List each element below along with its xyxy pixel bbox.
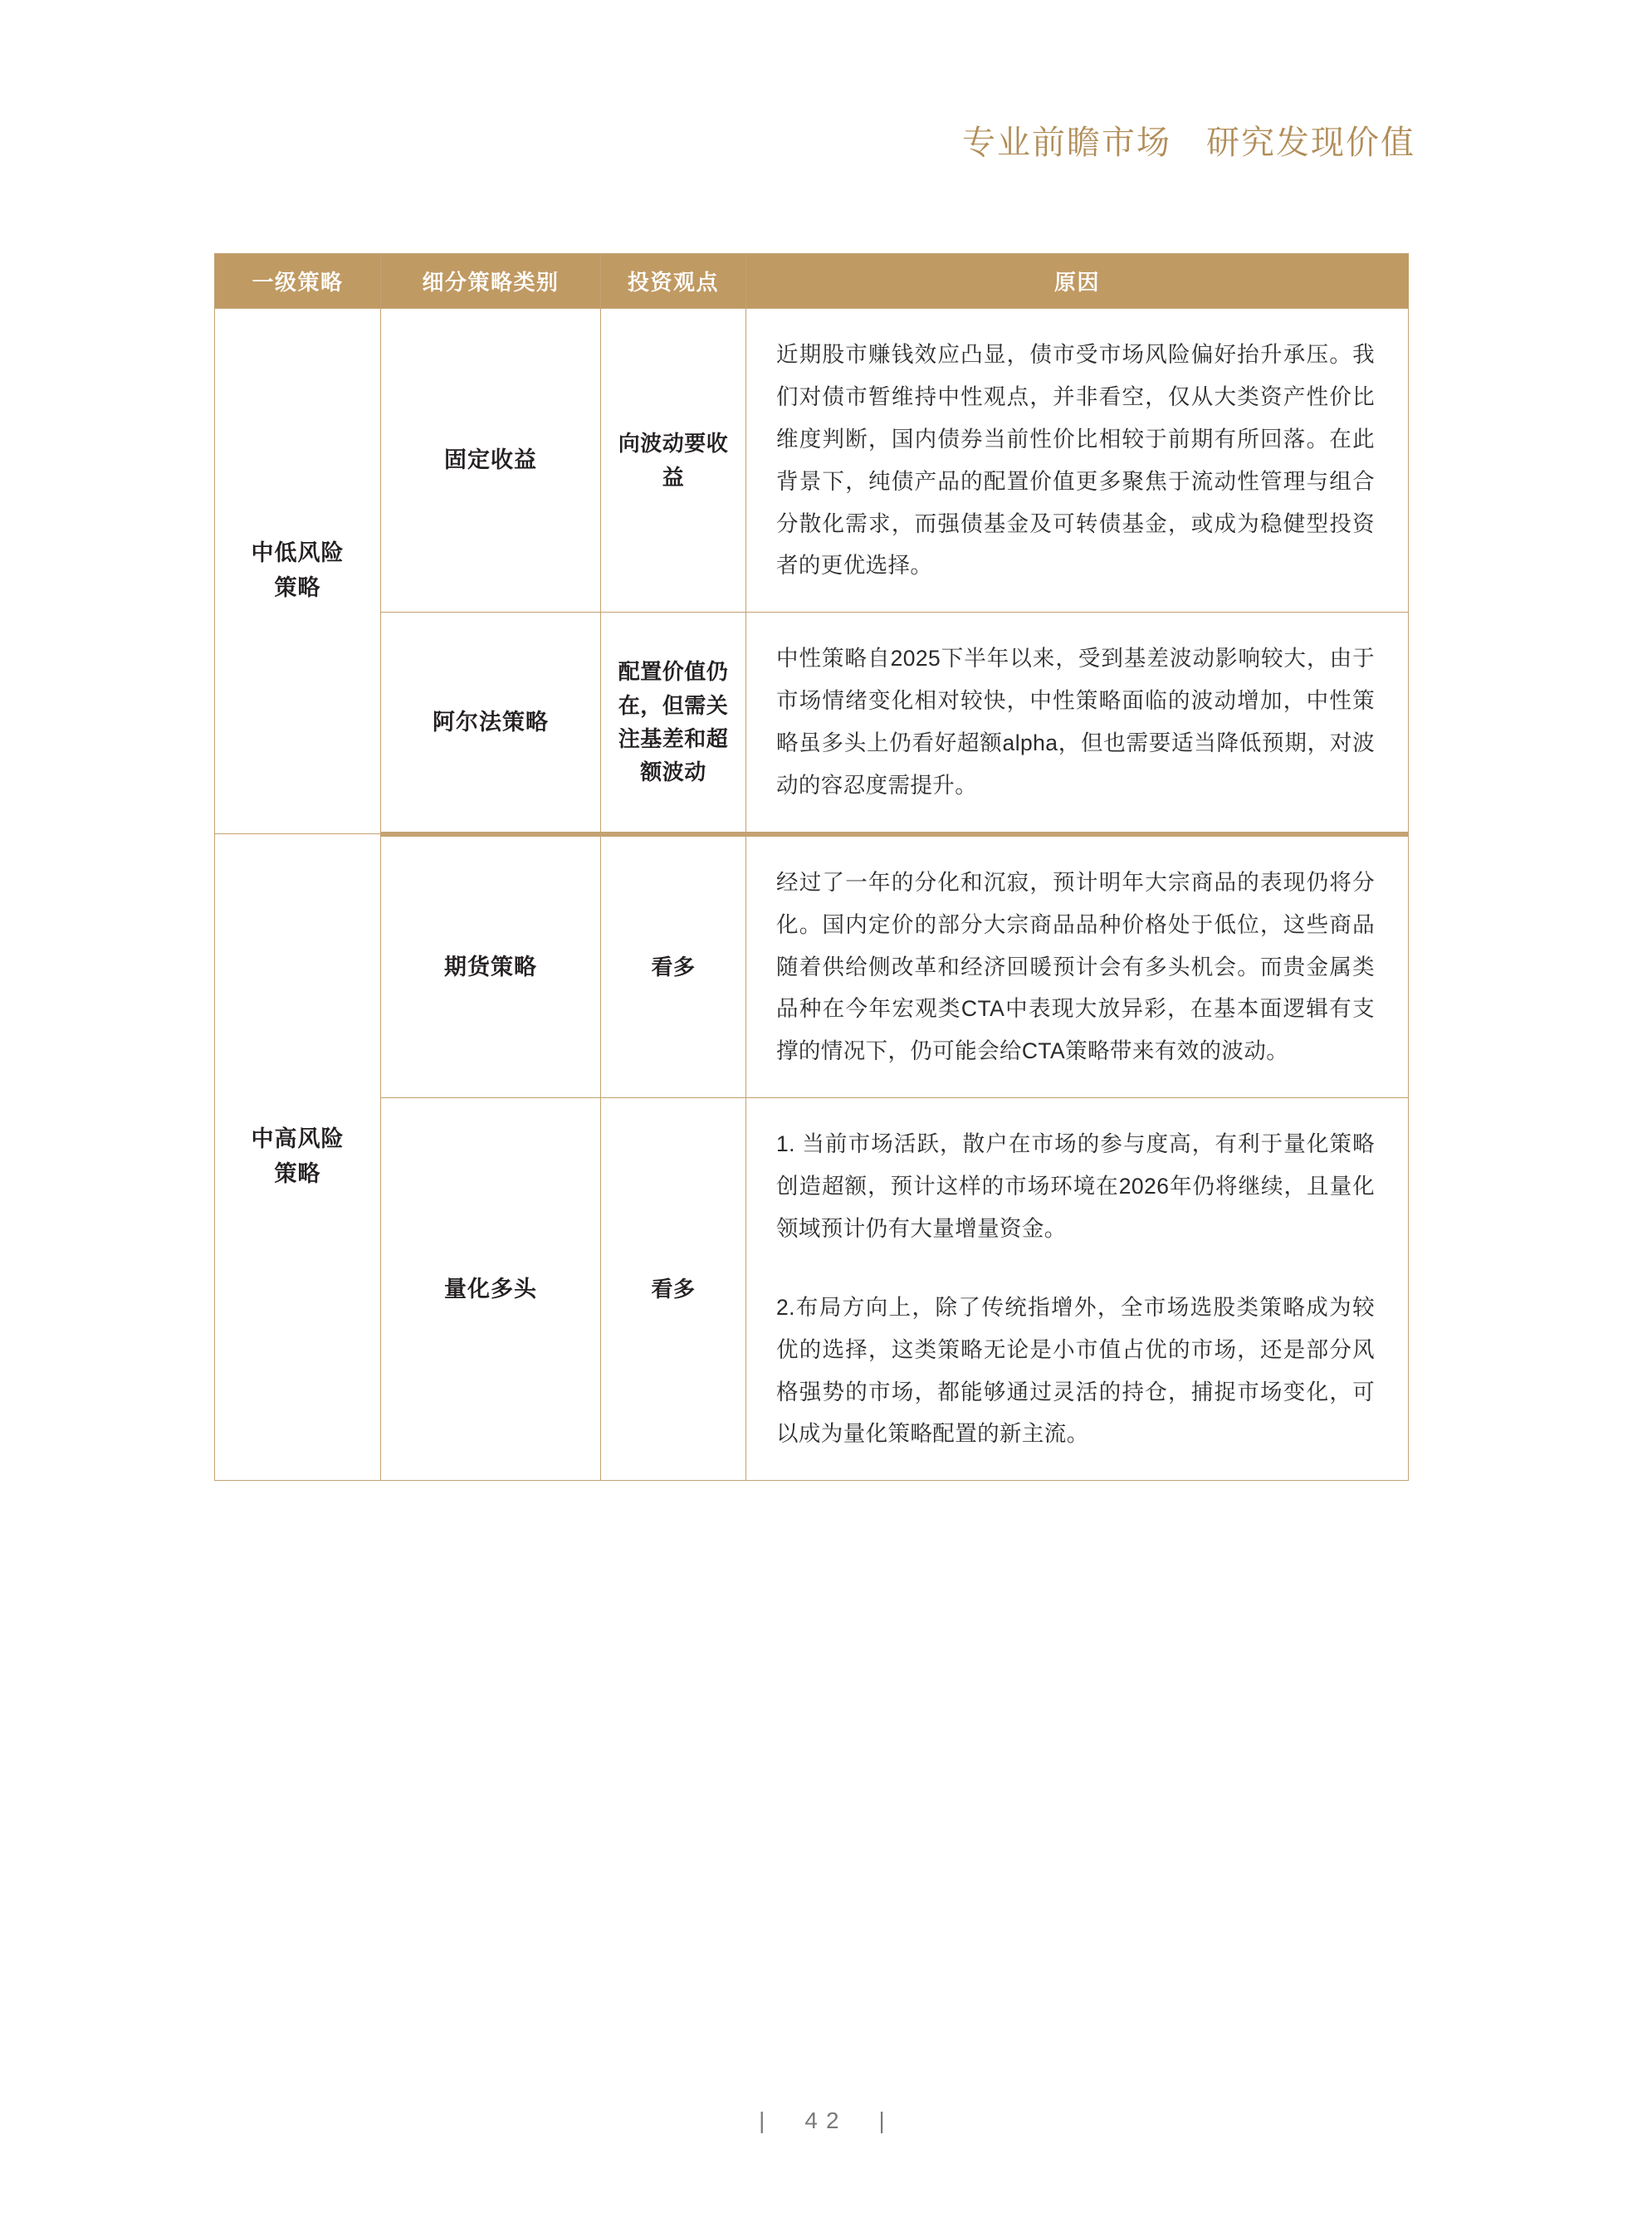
reason-paragraph: 1. 当前市场活跃，散户在市场的参与度高，有利于量化策略创造超额，预计这样的市场环境在2026年仍将继续，且量化领域预计仍有大量增量资金。 bbox=[776, 1131, 1375, 1241]
cell-level1-strategy: 中低风险 策略 bbox=[215, 309, 381, 834]
cell-investment-view: 配置价值仍在，但需关注基差和超额波动 bbox=[601, 613, 746, 834]
page-header-tagline: 专业前瞻市场 研究发现价值 bbox=[962, 125, 1415, 161]
cell-investment-view: 向波动要收益 bbox=[601, 309, 746, 613]
cell-reason bbox=[746, 1098, 1409, 1481]
cell-reason bbox=[746, 309, 1409, 613]
table-header bbox=[215, 254, 1409, 309]
table-row bbox=[215, 309, 1409, 613]
page-number: | 42 | bbox=[759, 2108, 893, 2133]
column-header-level1: 一级策略 bbox=[215, 254, 381, 309]
reason-paragraph: 2.布局方向上，除了传统指增外，全市场选股类策略成为较优的选择，这类策略无论是小市值占优的市场，还是部分风格强势的市场，都能够通过灵活的持仓，捕捉市场变化，可以成为量化策略配置的新主流。 bbox=[776, 1294, 1375, 1447]
column-header-reason: 原因 bbox=[746, 254, 1409, 309]
reason-paragraph: 经过了一年的分化和沉寂，预计明年大宗商品的表现仍将分化。国内定价的部分大宗商品品种价格处于低位，这些商品随着供给侧改革和经济回暖预计会有多头机会。而贵金属类品种在今年宏观类CTA中表现大放异彩，在基本面逻辑有支撑的情况下，仍可能会给CTA策略带来有效的波动。 bbox=[776, 869, 1375, 1064]
cell-sub-strategy: 期货策略 bbox=[381, 834, 601, 1098]
cell-reason bbox=[746, 834, 1409, 1098]
cell-sub-strategy: 量化多头 bbox=[381, 1098, 601, 1481]
cell-reason bbox=[746, 613, 1409, 834]
reason-paragraph: 近期股市赚钱效应凸显，债市受市场风险偏好抬升承压。我们对债市暂维持中性观点，并非看空，仅从大类资产性价比维度判断，国内债券当前性价比相较于前期有所回落。在此背景下，纯债产品的配置价值更多聚焦于流动性管理与组合分散化需求，而强债基金及可转债基金，或成为稳健型投资者的更优选择。 bbox=[776, 342, 1375, 579]
cell-sub-strategy: 阿尔法策略 bbox=[381, 613, 601, 834]
table-row bbox=[215, 834, 1409, 1098]
table-body bbox=[215, 309, 1409, 1481]
table-row bbox=[215, 1098, 1409, 1481]
column-header-view: 投资观点 bbox=[601, 254, 746, 309]
column-header-sub: 细分策略类别 bbox=[381, 254, 601, 309]
cell-level1-strategy: 中高风险 策略 bbox=[215, 834, 381, 1481]
cell-investment-view: 看多 bbox=[601, 834, 746, 1098]
strategy-table bbox=[214, 253, 1409, 1481]
strategy-table-container bbox=[214, 253, 1408, 1481]
cell-investment-view: 看多 bbox=[601, 1098, 746, 1481]
reason-paragraph: 中性策略自2025下半年以来，受到基差波动影响较大，由于市场情绪变化相对较快，中性策略面临的波动增加，中性策略虽多头上仍看好超额alpha，但也需要适当降低预期，对波动的容忍度需提升。 bbox=[776, 646, 1375, 798]
cell-sub-strategy: 固定收益 bbox=[381, 309, 601, 613]
table-header-row bbox=[215, 254, 1409, 309]
table-row bbox=[215, 613, 1409, 834]
